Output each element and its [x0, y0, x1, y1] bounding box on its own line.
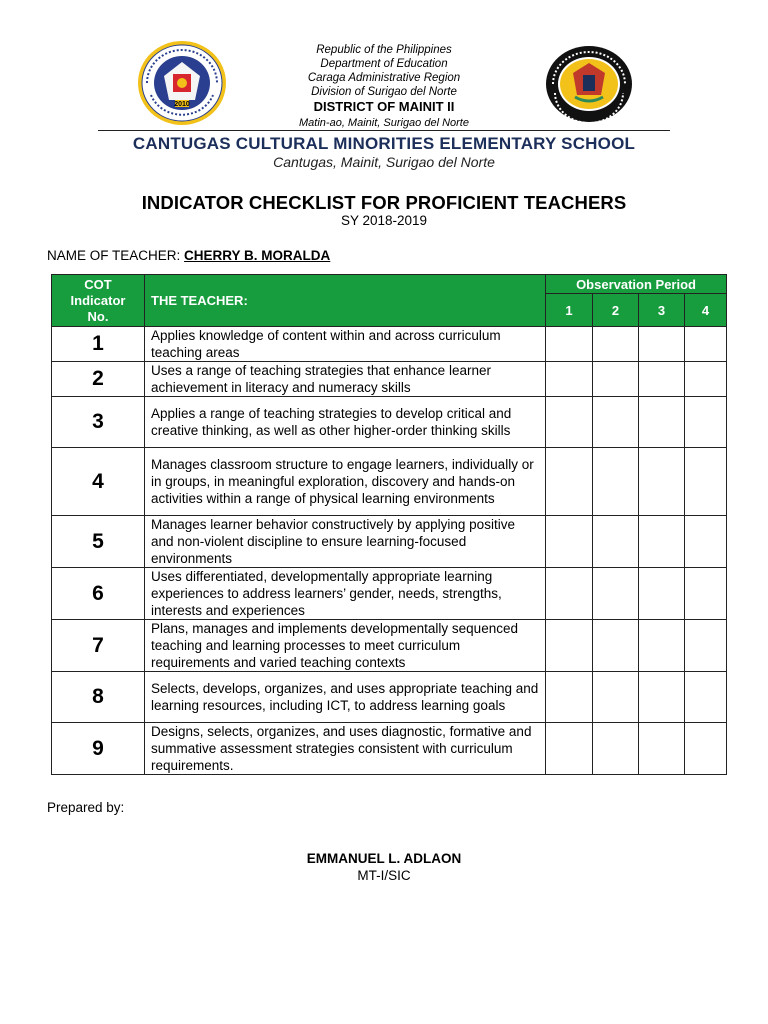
indicator-text: Applies a range of teaching strategies to develop critical and creative thinking, as well as other higher-order thinking skills	[145, 397, 546, 448]
header-address: Matin-ao, Mainit, Surigao del Norte	[299, 117, 469, 129]
period-4-cell[interactable]	[685, 620, 727, 672]
header-cot-line2: Indicator	[70, 292, 126, 308]
period-4-cell[interactable]	[685, 516, 727, 568]
table-row	[52, 516, 727, 568]
indicator-number: 5	[52, 516, 145, 568]
period-4-cell[interactable]	[685, 672, 727, 723]
indicator-number: 6	[52, 568, 145, 620]
indicator-number: 8	[52, 672, 145, 723]
signer-name: EMMANUEL L. ADLAON	[306, 851, 462, 866]
header-period-3: 3	[639, 294, 685, 327]
table-row	[52, 327, 727, 362]
header-republic: Republic of the Philippines	[316, 44, 452, 56]
header-department: Department of Education	[320, 58, 448, 70]
period-4-cell[interactable]	[685, 448, 727, 516]
table-row	[52, 362, 727, 397]
header-cot-indicator	[52, 275, 145, 327]
header-observation-period: Observation Period	[546, 275, 727, 294]
period-3-cell[interactable]	[639, 362, 685, 397]
indicator-number: 9	[52, 723, 145, 775]
table-row	[52, 568, 727, 620]
period-2-cell[interactable]	[593, 672, 639, 723]
period-4-cell[interactable]	[685, 568, 727, 620]
indicator-number: 4	[52, 448, 145, 516]
period-3-cell[interactable]	[639, 620, 685, 672]
period-1-cell[interactable]	[546, 362, 593, 397]
indicator-text: Selects, develops, organizes, and uses appropriate teaching and learning resources, including ICT, to address learning goals	[145, 672, 546, 723]
indicator-checklist-table	[51, 274, 727, 775]
indicator-number: 7	[52, 620, 145, 672]
prepared-by-label: Prepared by:	[47, 800, 125, 815]
teacher-line	[47, 248, 330, 263]
indicator-text: Plans, manages and implements developmentally sequenced teaching and learning processes to meet curriculum requirements and varied teaching contexts	[145, 620, 546, 672]
period-2-cell[interactable]	[593, 568, 639, 620]
period-3-cell[interactable]	[639, 568, 685, 620]
period-2-cell[interactable]	[593, 362, 639, 397]
seal-year: 2010	[174, 101, 190, 108]
period-2-cell[interactable]	[593, 448, 639, 516]
period-1-cell[interactable]	[546, 327, 593, 362]
header-division: Division of Surigao del Norte	[311, 86, 457, 98]
school-year: SY 2018-2019	[340, 213, 428, 228]
period-3-cell[interactable]	[639, 672, 685, 723]
period-3-cell[interactable]	[639, 448, 685, 516]
period-1-cell[interactable]	[546, 448, 593, 516]
period-3-cell[interactable]	[639, 723, 685, 775]
period-2-cell[interactable]	[593, 397, 639, 448]
header-period-2: 2	[593, 294, 639, 327]
period-3-cell[interactable]	[639, 327, 685, 362]
period-3-cell[interactable]	[639, 516, 685, 568]
teacher-name: CHERRY B. MORALDA	[184, 248, 331, 263]
period-4-cell[interactable]	[685, 362, 727, 397]
indicator-number: 1	[52, 327, 145, 362]
table-row	[52, 672, 727, 723]
header-the-teacher: THE TEACHER:	[145, 275, 546, 327]
table-row	[52, 397, 727, 448]
period-1-cell[interactable]	[546, 397, 593, 448]
header-period-4: 4	[685, 294, 727, 327]
school-name: CANTUGAS CULTURAL MINORITIES ELEMENTARY SCHOOL	[132, 134, 636, 153]
table-row	[52, 448, 727, 516]
indicator-text: Manages learner behavior constructively by applying positive and non-violent discipline to ensure learning-focused environments	[145, 516, 546, 568]
indicator-number: 2	[52, 362, 145, 397]
header-period-1: 1	[546, 294, 593, 327]
indicator-text: Manages classroom structure to engage learners, individually or in groups, in meaningful exploration, discovery and hands-on activities within a range of physical learning environments	[145, 448, 546, 516]
period-1-cell[interactable]	[546, 723, 593, 775]
period-4-cell[interactable]	[685, 397, 727, 448]
period-2-cell[interactable]	[593, 327, 639, 362]
period-3-cell[interactable]	[639, 397, 685, 448]
teacher-label: NAME OF TEACHER:	[47, 248, 181, 263]
period-2-cell[interactable]	[593, 516, 639, 568]
indicator-text: Designs, selects, organizes, and uses diagnostic, formative and summative assessment strategies consistent with curriculum requirements.	[145, 723, 546, 775]
indicator-number: 3	[52, 397, 145, 448]
header-rule	[98, 130, 670, 131]
period-4-cell[interactable]	[685, 723, 727, 775]
table-row	[52, 620, 727, 672]
header-district: DISTRICT OF MAINIT II	[313, 99, 455, 114]
period-1-cell[interactable]	[546, 672, 593, 723]
period-2-cell[interactable]	[593, 620, 639, 672]
header-cot-line3: No.	[87, 308, 109, 324]
period-1-cell[interactable]	[546, 516, 593, 568]
period-4-cell[interactable]	[685, 327, 727, 362]
period-1-cell[interactable]	[546, 568, 593, 620]
header-region: Caraga Administrative Region	[307, 72, 461, 84]
indicator-text: Applies knowledge of content within and across curriculum teaching areas	[145, 327, 546, 362]
header-cot-line1: COT	[84, 276, 112, 292]
indicator-text: Uses a range of teaching strategies that enhance learner achievement in literacy and numeracy skills	[145, 362, 546, 397]
period-1-cell[interactable]	[546, 620, 593, 672]
signer-position: MT-I/SIC	[357, 868, 411, 883]
school-address: Cantugas, Mainit, Surigao del Norte	[273, 154, 495, 170]
document-title: INDICATOR CHECKLIST FOR PROFICIENT TEACHERS	[141, 192, 627, 213]
table-row	[52, 723, 727, 775]
period-2-cell[interactable]	[593, 723, 639, 775]
indicator-text: Uses differentiated, developmentally appropriate learning experiences to address learners’ gender, needs, strengths, interests and experiences	[145, 568, 546, 620]
